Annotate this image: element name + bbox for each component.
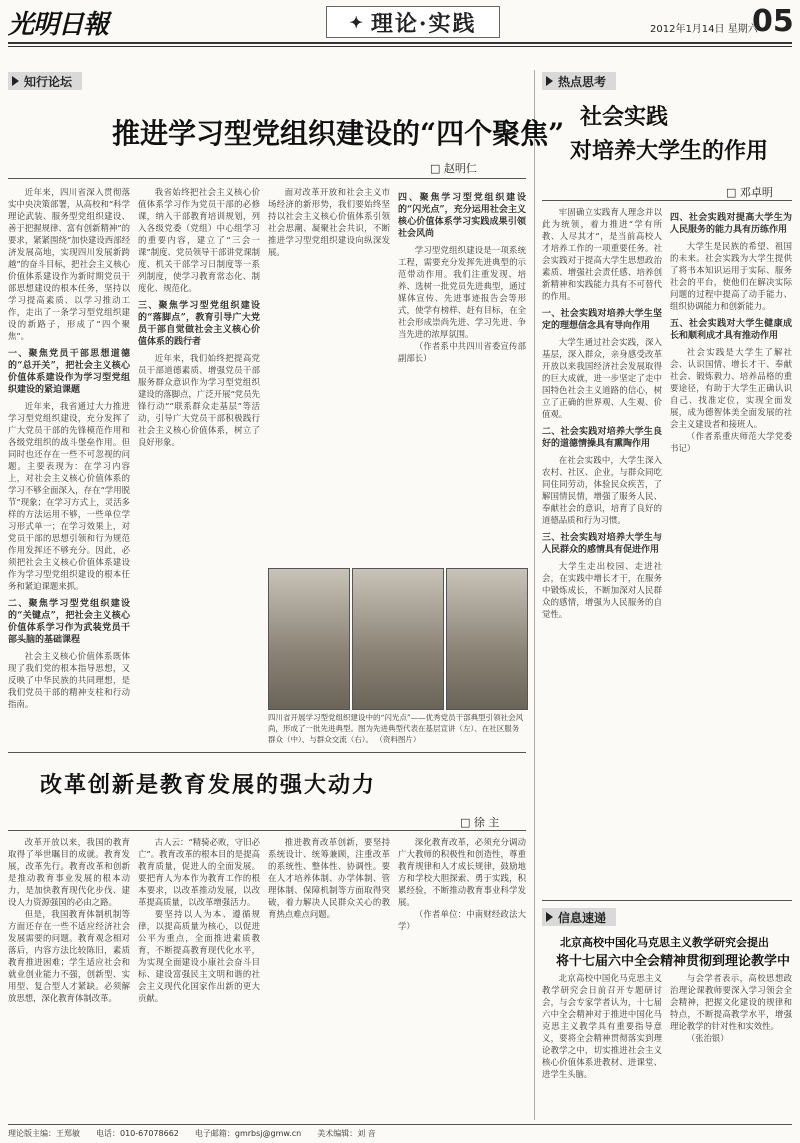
masthead-rule-thin: [8, 46, 792, 47]
article2-col1: [8, 836, 130, 1122]
page-number: 05: [752, 4, 794, 39]
article4-paragraph: 与会学者表示，高校思想政治理论课教师要深入学习领会全会精神，把握文化建设的规律和特点，不断提高教学水平，增强理论教学的针对性和实效性。: [670, 973, 792, 1031]
article1-col4: [398, 186, 526, 566]
star-icon: ✦: [349, 12, 365, 32]
article4-title-line2: 将十七届六中全会精神贯彻到理论教学中: [556, 954, 791, 969]
section-title-text: 理论·实践: [370, 10, 477, 37]
article2-author-note: （作者单位：中南财经政法大学）: [398, 909, 526, 931]
article1-subhead-3: 三、聚焦学习型党组织建设的“落脚点”，教育引导广大党员干部自觉做社会主义核心价值体系的践行者: [138, 301, 260, 347]
footer-email: 电子邮箱：gmrbsj@gmw.cn: [194, 1129, 302, 1138]
article2-byline: □ 徐 主: [460, 816, 500, 829]
article3-col1: [542, 206, 662, 856]
article3-paragraph: 大学生是民族的希望、祖国的未来。社会实践为大学生提供了将书本知识运用于实际、服务社会的平台，使他们在解决实际问题的过程中提高了动手能力、组织协调能力和创新能力。: [670, 241, 792, 311]
issue-date: 2012年1月14日 星期六: [650, 24, 758, 35]
article4-author-note: （张治银）: [686, 1033, 729, 1043]
article2-top-rule: [8, 752, 526, 753]
article4-paragraph: 北京高校中国化马克思主义教学研究会日前召开专题研讨会，与会专家学者认为，十七届六中全会精神对于推进中国化马克思主义教学具有重要指导意义，要将全会精神贯彻落实到理论教学之中，切实推进社会主义核心价值体系进教材、进课堂、进学生头脑。: [542, 973, 662, 1079]
article2-paragraph: 推进教育改革创新，要坚持系统设计、统筹兼顾，注重改革的系统性、整体性、协调性。要在人才培养体制、办学体制、管理体制、保障机制等方面取得突破，着力解决人民群众关心的教育热点难点问题。: [268, 837, 390, 919]
footer: [8, 1128, 792, 1139]
article1-paragraph: 我省始终把社会主义核心价值体系学习作为党员干部的必修课，纳入干部教育培训规划，列入各级党委（党组）中心组学习的重要内容，建立了“三会一课”制度、党员领导干部讲党课制度、机关干部学习日制度等一系列制度，使学习教育常态化、制度化、规范化。: [138, 187, 260, 293]
article2-paragraph: 古人云：“精骑必败，守旧必亡”。教育改革的根本目的是提高教育质量，促进人的全面发展。要把育人为本作为教育工作的根本要求，以改革推动发展，以改革提高质量，以改革增强活力。: [138, 837, 260, 907]
tag-label: 信息速递: [558, 910, 607, 925]
article1-author-note: （作者系中共四川省委宣传部副部长）: [398, 341, 526, 363]
article1-lead: 近年来，四川省深入贯彻落实中央决策部署，从高校和“科学理论武装、服务型党组织建设、善于把握规律、富有创新精神”的要求，紧紧围绕“加快建设西部经济发展高地，实现四川发展新跨越”的奋斗目标，把社会主义核心价值体系建设作为新时期党员干部思想建设的根本任务，坚持以学习提高素质、以学习推动工作，走出了一条学习型党组织建设的新路子，形成了“四个聚焦”。: [8, 187, 130, 341]
article3-subhead-5: 五、社会实践对大学生健康成长和顺利成才具有推动作用: [670, 319, 792, 341]
article1-paragraph: 社会主义核心价值体系既体现了我们党的根本指导思想，又反映了中华民族的共同理想，是我们党员干部的精神支柱和行动指南。: [8, 651, 130, 709]
photo-center: [352, 568, 444, 710]
article1-subhead-4: 四、聚焦学习型党组织建设的“闪光点”，充分运用社会主义核心价值体系学习实践成果引领社会风尚: [398, 193, 526, 239]
tag-label: 知行论坛: [24, 74, 73, 89]
masthead-rule: [8, 42, 792, 44]
article3-author-note: （作者系重庆师范大学党委书记）: [670, 431, 792, 453]
photo-right: [446, 568, 528, 710]
newspaper-logo: 光明日報: [8, 10, 109, 40]
footer-phone: 电话：010-67078662: [96, 1129, 179, 1138]
info-top-rule: [542, 900, 792, 901]
article3-paragraph: 大学生通过社会实践，深入基层，深入群众，亲身感受改革开放以来我国经济社会发展取得的巨大成就，进一步坚定了走中国特色社会主义道路的信心，树立了正确的世界观、人生观、价值观。: [542, 337, 662, 419]
article2-paragraph: 但是，我国教育体制机制等方面还存在一些不适应经济社会发展需要的问题。教育观念相对落后，内容方法比较陈旧，素质教育推进困难；学生适应社会和就业创业能力不强，创新型、实用型、复合型人才紧缺。必须解放思想，深化教育体制改革。: [8, 909, 130, 1003]
article1-title: 推进学习型党组织建设的“四个聚焦”: [112, 117, 565, 150]
article3-paragraph: 大学生走出校园、走进社会，在实践中增长才干，在服务中锻炼成长，不断加深对人民群众的感情，增强为人民服务的自觉性。: [542, 561, 662, 619]
article1-paragraph: 面对改革开放和社会主义市场经济的新形势，我们要始终坚持以社会主义核心价值体系引领社会思潮、凝聚社会共识，不断推进学习型党组织建设向纵深发展。: [268, 187, 390, 257]
article1-paragraph: 学习型党组织建设是一项系统工程，需要充分发挥先进典型的示范带动作用。我们注重发现、培养、选树一批党员先进典型，通过媒体宣传、先进事迹报告会等形式，使学有榜样、赶有目标，在全社会形成崇尚先进、学习先进、争当先进的浓厚氛围。: [398, 245, 526, 339]
photo-left: [268, 568, 350, 710]
article3-subhead-1: 一、社会实践对培养大学生坚定的理想信念具有导向作用: [542, 309, 662, 331]
footer-designer: 美术编辑：刘 音: [317, 1129, 376, 1138]
article3-title-line2: 对培养大学生的作用: [570, 138, 769, 164]
article3-title-line1: 社会实践: [580, 104, 669, 130]
tag-label: 热点思考: [558, 74, 607, 89]
article2-rule: [8, 830, 526, 831]
article2-col3: [268, 836, 390, 1122]
article1-subhead-1: 一、聚焦党员干部思想道德的“总开关”，把社会主义核心价值体系建设作为学习型党组织建设的紧迫课题: [8, 349, 130, 395]
article3-paragraph: 社会实践是大学生了解社会、认识国情、增长才干、奉献社会、锻炼毅力、培养品格的重要途径，有助于大学生正确认识自己、找准定位，实现全面发展，成为德智体美全面发展的社会主义建设者和接班人。: [670, 347, 792, 429]
article1-col3: [268, 186, 390, 566]
article1-rule: [8, 178, 526, 179]
photo-credit: （资料图片）: [375, 735, 421, 744]
article4-col1: [542, 972, 662, 1122]
footer-editor: 理论版主编：王郑敏: [8, 1129, 80, 1138]
article2-paragraph: 要坚持以人为本、遵循规律，以提高质量为核心，以促进公平为重点，全面推进素质教育，不断提高教育现代化水平，为实现全面建设小康社会奋斗目标、建设富强民主文明和谐的社会主义现代化国家作出新的更大贡献。: [138, 909, 260, 1003]
article3-subhead-2: 二、社会实践对培养大学生良好的道德情操具有熏陶作用: [542, 427, 662, 449]
tag-hot-thinking: [542, 72, 616, 90]
article4-col2: [670, 972, 792, 1122]
article1-col2: [138, 186, 260, 746]
article4-title-line1: 北京高校中国化马克思主义教学研究会提出: [560, 936, 769, 949]
article1-subhead-2: 二、聚焦学习型党组织建设的“关键点”，把社会主义核心价值体系学习作为武装党员干部头脑的基础课程: [8, 599, 130, 645]
article1-paragraph: 近年来，我省通过大力推进学习型党组织建设，充分发挥了广大党员干部的先锋模范作用和各级党组织的战斗堡垒作用。但同时也还存在一些不可忽视的问题。主要表现为：在学习内容上，对社会主义核心价值体系的学习不够全面深入，存在“学用脱节”现象；在学习方式上，灵活多样的方法运用不够，一些单位学习形式单一；在学习效果上，对党员干部的思想引领和行为规范作用发挥还不够充分。因此，必须把社会主义核心价值体系建设作为学习型党组织建设的根本任务和紧迫课题来抓。: [8, 401, 130, 591]
photo-caption-text: 四川省开展学习型党组织建设中的“闪光点”——优秀党员干部典型引领社会风尚，形成了一批先进典型。图为先进典型代表在基层宣讲（左）、在社区服务群众（中）、与群众交流（右）。: [268, 713, 524, 744]
article2-col4: [398, 836, 526, 1122]
article1-col1: [8, 186, 130, 746]
tag-info-express: [542, 908, 616, 926]
article1-byline: □ 赵明仁: [430, 162, 477, 175]
article2-title: 改革创新是教育发展的强大动力: [40, 772, 377, 798]
column-divider: [534, 70, 535, 1120]
section-title: [326, 6, 500, 38]
article2-paragraph: 深化教育改革，必须充分调动广大教师的积极性和创造性，尊重教育规律和人才成长规律，鼓励地方和学校大胆探索、勇于实践，积累经验，不断推动教育事业科学发展。: [398, 837, 526, 907]
photo-caption: [268, 712, 526, 745]
footer-rule: [8, 1124, 792, 1125]
article3-paragraph: 在社会实践中，大学生深入农村、社区、企业，与群众同吃同住同劳动，体验民众疾苦，了解国情民情，增强了服务人民、奉献社会的意识，培育了良好的道德品质和行为习惯。: [542, 455, 662, 525]
article3-lead: 牢固确立实践育人理念并以此为统领，着力推进“学有所教、人尽其才”，是当前高校人才培养工作的一项重要任务。社会实践对于提高大学生思想政治素质、增强社会责任感、培养创新精神和实践能力具有不可替代的作用。: [542, 207, 662, 301]
article3-subhead-3: 三、社会实践对培养大学生与人民群众的感情具有促进作用: [542, 533, 662, 555]
article1-paragraph: 近年来，我们始终把提高党员干部道德素质、增强党员干部服务群众意识作为学习型党组织建设的落脚点，广泛开展“党员先锋行动”“联系群众走基层”等活动，引导广大党员干部积极践行社会主义核心价值体系，树立了良好形象。: [138, 353, 260, 447]
article3-byline: □ 邓卓明: [726, 186, 773, 199]
article3-subhead-4: 四、社会实践对提高大学生为人民服务的能力具有历练作用: [670, 213, 792, 235]
tag-zhixing-forum: [8, 72, 82, 90]
article3-col2: [670, 206, 792, 856]
article2-col2: [138, 836, 260, 1122]
article2-paragraph: 改革开放以来，我国的教育取得了举世瞩目的成就。教育发展，改革先行。教育改革和创新是推动教育事业发展的根本动力，是加快教育现代化步伐、建设人力资源强国的必由之路。: [8, 837, 130, 907]
article3-rule: [542, 200, 792, 201]
